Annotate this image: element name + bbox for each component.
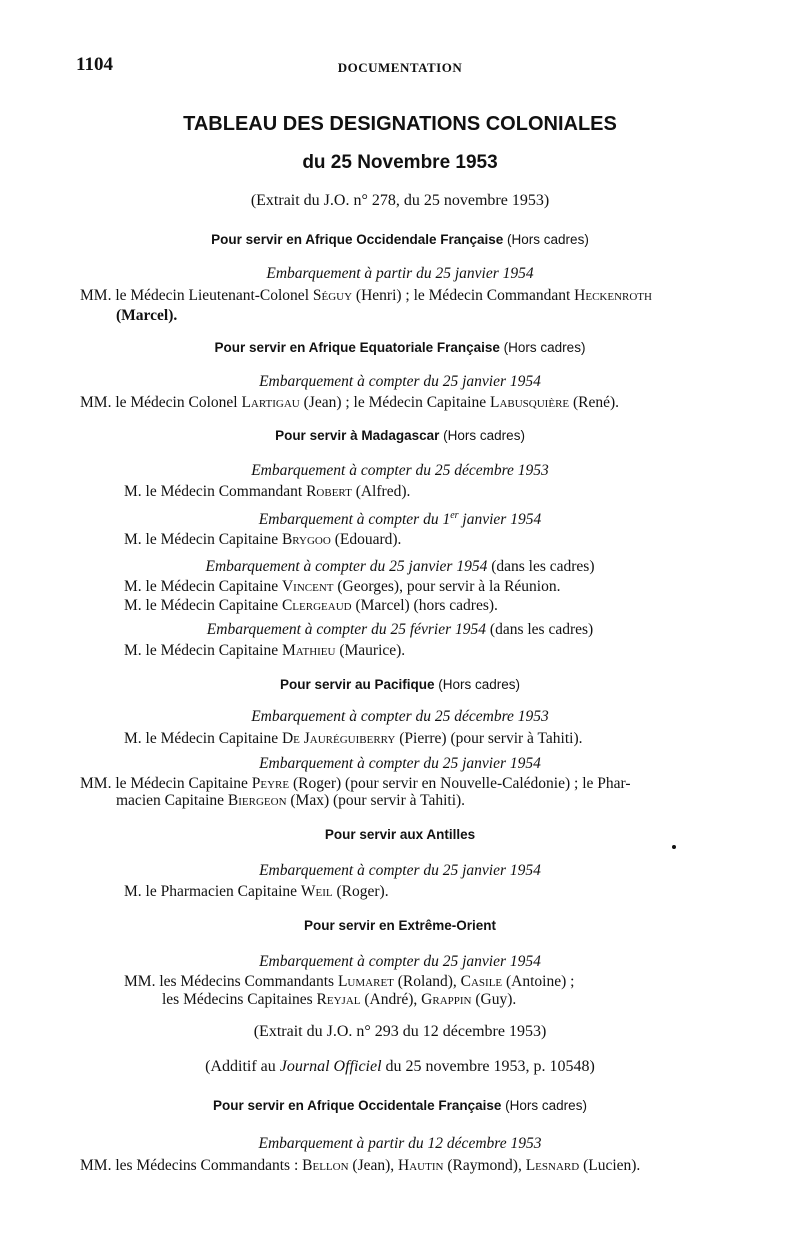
surname: Labusquière bbox=[489, 394, 570, 411]
appointment-line bbox=[124, 883, 389, 901]
appointment-line bbox=[124, 597, 498, 615]
text: (Georges), pour servir à la Réunion. bbox=[333, 578, 561, 595]
superscript: er bbox=[450, 510, 459, 521]
section-qualifier: (Hors cadres) bbox=[505, 1098, 587, 1113]
text: (Alfred). bbox=[351, 483, 411, 500]
text: macien Capitaine bbox=[116, 792, 228, 809]
section-heading-aef bbox=[0, 340, 800, 355]
surname: Lesnard bbox=[525, 1157, 580, 1174]
text: M. le Pharmacien Capitaine bbox=[124, 883, 301, 900]
surname: Lartigau bbox=[241, 394, 300, 411]
section-qualifier: (Hors cadres) bbox=[507, 232, 589, 247]
appointment-line bbox=[124, 483, 410, 501]
embarkation-line: Embarquement à compter du 25 décembre 1953 bbox=[251, 708, 549, 725]
extract-note: (Extrait du J.O. n° 293 du 12 décembre 1953) bbox=[253, 1023, 547, 1040]
text: MM. les Médecins Commandants bbox=[124, 973, 338, 990]
text: (Raymond), bbox=[443, 1157, 526, 1174]
section-title: Pour servir aux Antilles bbox=[324, 827, 476, 842]
surname: Séguy bbox=[312, 287, 353, 304]
appointment-line bbox=[80, 394, 619, 412]
text: (Jean), bbox=[348, 1157, 399, 1174]
text: (Additif au bbox=[205, 1058, 280, 1075]
text: les Médecins Capitaines bbox=[162, 991, 317, 1008]
journal-name: Journal Officiel bbox=[279, 1058, 382, 1075]
document-date: du 25 Novembre 1953 bbox=[302, 152, 498, 173]
embarkation-line: Embarquement à compter du 25 janvier 1954 bbox=[259, 373, 541, 390]
document-title: TABLEAU DES DESIGNATIONS COLONIALES bbox=[183, 113, 617, 135]
ink-speck bbox=[672, 845, 676, 849]
section-heading-extreme-orient bbox=[0, 918, 800, 933]
text: M. le Médecin Capitaine bbox=[124, 730, 282, 747]
text: M. le Médecin Capitaine bbox=[124, 578, 282, 595]
text: (René). bbox=[569, 394, 620, 411]
embarkation-line: Embarquement à compter du 25 janvier 1954 bbox=[259, 755, 541, 772]
surname: Brygoo bbox=[281, 531, 331, 548]
surname: Grappin bbox=[421, 991, 472, 1008]
surname: Clergeaud bbox=[281, 597, 352, 614]
text: (Pierre) (pour servir à Tahiti). bbox=[395, 730, 583, 747]
section-heading-aof bbox=[0, 232, 800, 247]
appointment-line bbox=[124, 973, 574, 991]
section-qualifier: (Hors cadres) bbox=[503, 340, 586, 355]
section-title: Pour servir en Afrique Equatoriale Française bbox=[214, 340, 500, 355]
appointment-line bbox=[124, 578, 560, 596]
text: (Roland), bbox=[393, 973, 461, 990]
embarkation-line: Embarquement à compter du 25 janvier 1954 bbox=[259, 953, 541, 970]
appointment-line bbox=[80, 287, 652, 305]
appointment-line bbox=[162, 991, 516, 1009]
text: (Lucien). bbox=[579, 1157, 641, 1174]
text: (André), bbox=[360, 991, 422, 1008]
text: du 25 novembre 1953, p. 10548) bbox=[381, 1058, 595, 1075]
appointment-line bbox=[124, 531, 401, 549]
text: Embarquement à compter du 1 bbox=[258, 511, 451, 529]
section-title: Pour servir à Madagascar bbox=[275, 428, 440, 443]
text: (Roger). bbox=[332, 883, 389, 900]
appointment-line: (Marcel). bbox=[116, 307, 178, 324]
surname: Lumaret bbox=[337, 973, 394, 990]
section-title: Pour servir en Afrique Occidentale Française bbox=[213, 1098, 502, 1113]
extract-note: (Extrait du J.O. n° 278, du 25 novembre 1953) bbox=[250, 192, 550, 209]
appointment-line bbox=[80, 775, 631, 793]
surname: Hautin bbox=[398, 1157, 444, 1174]
section-title: Pour servir en Afrique Occidendale Française bbox=[211, 232, 504, 247]
section-title: Pour servir en Extrême-Orient bbox=[303, 918, 497, 933]
text: M. le Médecin Capitaine bbox=[124, 531, 282, 548]
text: (Henri) ; le Médecin Commandant bbox=[352, 287, 575, 304]
embarkation-date: Embarquement à compter du 25 janvier 1954 bbox=[205, 558, 488, 575]
surname: Peyre bbox=[251, 775, 290, 792]
surname: Vincent bbox=[281, 578, 334, 595]
text: MM. les Médecins Commandants : bbox=[80, 1157, 303, 1174]
surname: Robert bbox=[306, 483, 352, 500]
surname: Heckenroth bbox=[574, 287, 652, 304]
section-qualifier: (Hors cadres) bbox=[443, 428, 525, 443]
appointment-line bbox=[80, 1157, 640, 1175]
text: (Roger) (pour servir en Nouvelle-Calédonie) ; le Phar- bbox=[289, 775, 631, 792]
embarkation-line: Embarquement à partir du 25 janvier 1954 bbox=[266, 265, 534, 282]
text: M. le Médecin Commandant bbox=[124, 483, 307, 500]
text: (Guy). bbox=[471, 991, 517, 1008]
appointment-line bbox=[124, 642, 405, 660]
appointment-line bbox=[124, 730, 583, 748]
embarkation-line bbox=[0, 558, 800, 576]
surname: Weil bbox=[300, 883, 333, 900]
embarkation-line: Embarquement à partir du 12 décembre 1953 bbox=[258, 1135, 542, 1152]
section-heading-madagascar bbox=[0, 428, 800, 443]
running-head: DOCUMENTATION bbox=[337, 60, 463, 75]
embarkation-line: Embarquement à compter du 25 janvier 1954 bbox=[259, 862, 541, 879]
section-heading-antilles bbox=[0, 827, 800, 842]
text: janvier 1954 bbox=[458, 511, 542, 529]
surname: Reyjal bbox=[316, 991, 361, 1008]
section-title: Pour servir au Pacifique bbox=[279, 677, 435, 692]
text: MM. le Médecin Capitaine bbox=[80, 775, 252, 792]
surname: Casile bbox=[460, 973, 503, 990]
text: MM. le Médecin Colonel bbox=[80, 394, 242, 411]
embarkation-line bbox=[0, 621, 800, 639]
text: (Antoine) ; bbox=[502, 973, 575, 990]
surname: Biergeon bbox=[227, 792, 287, 809]
embarkation-line bbox=[0, 510, 800, 529]
text: (Max) (pour servir à Tahiti). bbox=[286, 792, 466, 809]
page-number: 1104 bbox=[76, 54, 113, 75]
section-heading-pacifique bbox=[0, 677, 800, 692]
surname: De Jauréguiberry bbox=[281, 730, 396, 747]
embarkation-date: Embarquement à compter du 25 février 1954 bbox=[206, 621, 487, 638]
appointment-line bbox=[116, 792, 465, 810]
text: (dans les cadres) bbox=[486, 621, 594, 638]
embarkation-line: Embarquement à compter du 25 décembre 1953 bbox=[251, 462, 549, 479]
text: MM. le Médecin Lieutenant-Colonel bbox=[80, 287, 313, 304]
text: (Maurice). bbox=[335, 642, 406, 659]
text: (Edouard). bbox=[330, 531, 402, 548]
section-qualifier: (Hors cadres) bbox=[438, 677, 521, 692]
text: (Marcel) (hors cadres). bbox=[351, 597, 498, 614]
text: M. le Médecin Capitaine bbox=[124, 642, 282, 659]
section-heading-aof-additif bbox=[0, 1098, 800, 1113]
additif-note bbox=[0, 1058, 800, 1076]
text: (Jean) ; le Médecin Capitaine bbox=[299, 394, 490, 411]
text: M. le Médecin Capitaine bbox=[124, 597, 282, 614]
text: (dans les cadres) bbox=[487, 558, 595, 575]
surname: Mathieu bbox=[281, 642, 336, 659]
surname: Bellon bbox=[302, 1157, 349, 1174]
